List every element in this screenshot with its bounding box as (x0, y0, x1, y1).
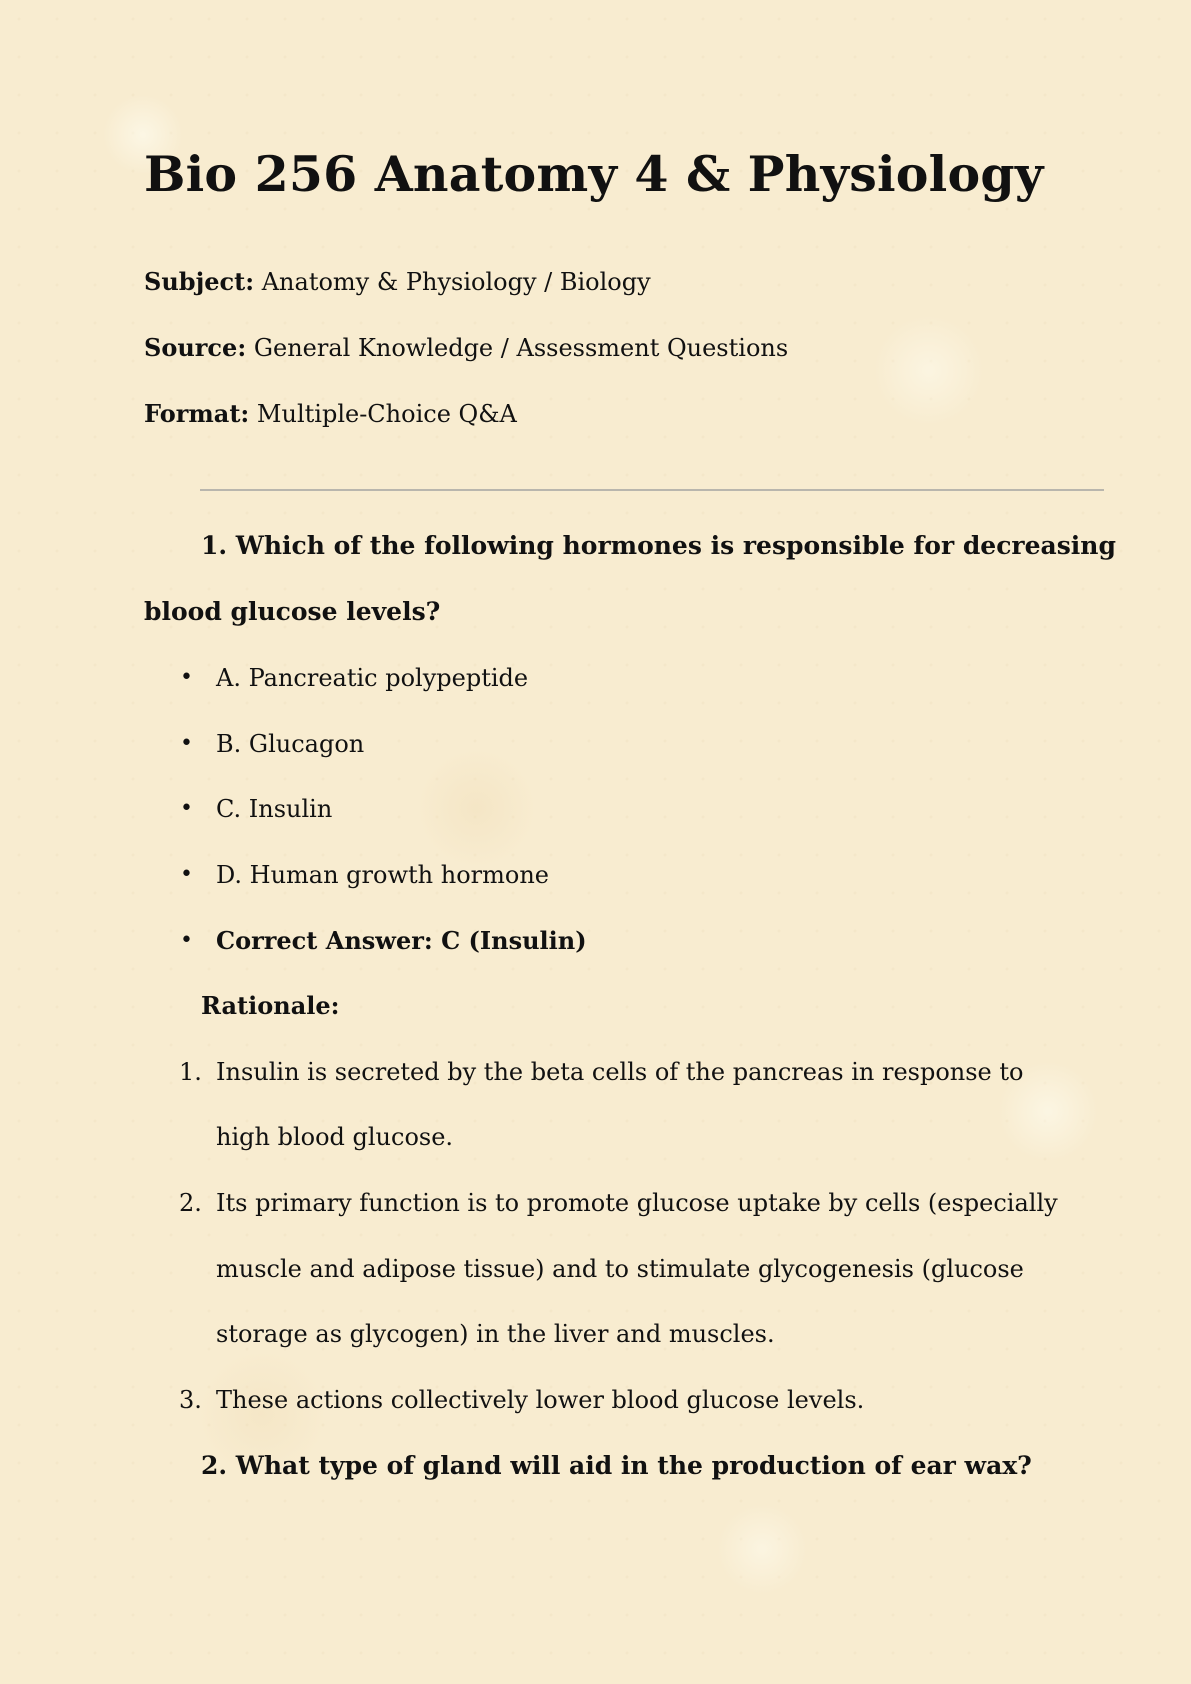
document-title: Bio 256 Anatomy 4 & Physiology (144, 145, 1044, 203)
rationale-number: 1. (179, 1058, 202, 1086)
bullet-icon: • (180, 862, 193, 887)
meta-source (144, 332, 788, 364)
source-label: Source: (144, 333, 247, 362)
source-value: General Knowledge / Assessment Questions (253, 334, 789, 362)
question-1-line-2: blood glucose levels? (144, 597, 441, 626)
format-label: Format: (144, 399, 250, 428)
rationale-2-line-1: Its primary function is to promote glucose uptake by cells (especially (216, 1189, 1058, 1217)
format-value: Multiple-Choice Q&A (256, 400, 517, 428)
rationale-3-line-1: These actions collectively lower blood glucose levels. (216, 1386, 865, 1414)
option-d: D. Human growth hormone (216, 861, 549, 889)
bullet-icon: • (180, 796, 193, 821)
rationale-1-line-2: high blood glucose. (216, 1123, 454, 1151)
subject-label: Subject: (144, 267, 255, 296)
option-c: C. Insulin (216, 795, 333, 823)
meta-subject (144, 266, 651, 298)
rationale-label: Rationale: (201, 991, 340, 1020)
meta-format (144, 398, 517, 430)
bullet-icon: • (180, 731, 193, 756)
rationale-number: 3. (179, 1386, 202, 1414)
correct-answer: Correct Answer: C (Insulin) (216, 926, 587, 955)
option-a: A. Pancreatic polypeptide (216, 664, 529, 692)
rationale-1-line-1: Insulin is secreted by the beta cells of the pancreas in response to (216, 1058, 1024, 1086)
subject-value: Anatomy & Physiology / Biology (261, 268, 651, 296)
question-1-line-1: 1. Which of the following hormones is responsible for decreasing (201, 531, 1116, 560)
question-2-line-1: 2. What type of gland will aid in the production of ear wax? (201, 1451, 1032, 1480)
option-b: B. Glucagon (216, 730, 365, 758)
rationale-number: 2. (179, 1189, 202, 1217)
horizontal-divider (200, 489, 1104, 491)
bullet-icon: • (180, 928, 193, 953)
rationale-2-line-2: muscle and adipose tissue) and to stimulate glycogenesis (glucose (216, 1255, 1024, 1283)
rationale-2-line-3: storage as glycogen) in the liver and muscles. (216, 1320, 775, 1348)
bullet-icon: • (180, 665, 193, 690)
